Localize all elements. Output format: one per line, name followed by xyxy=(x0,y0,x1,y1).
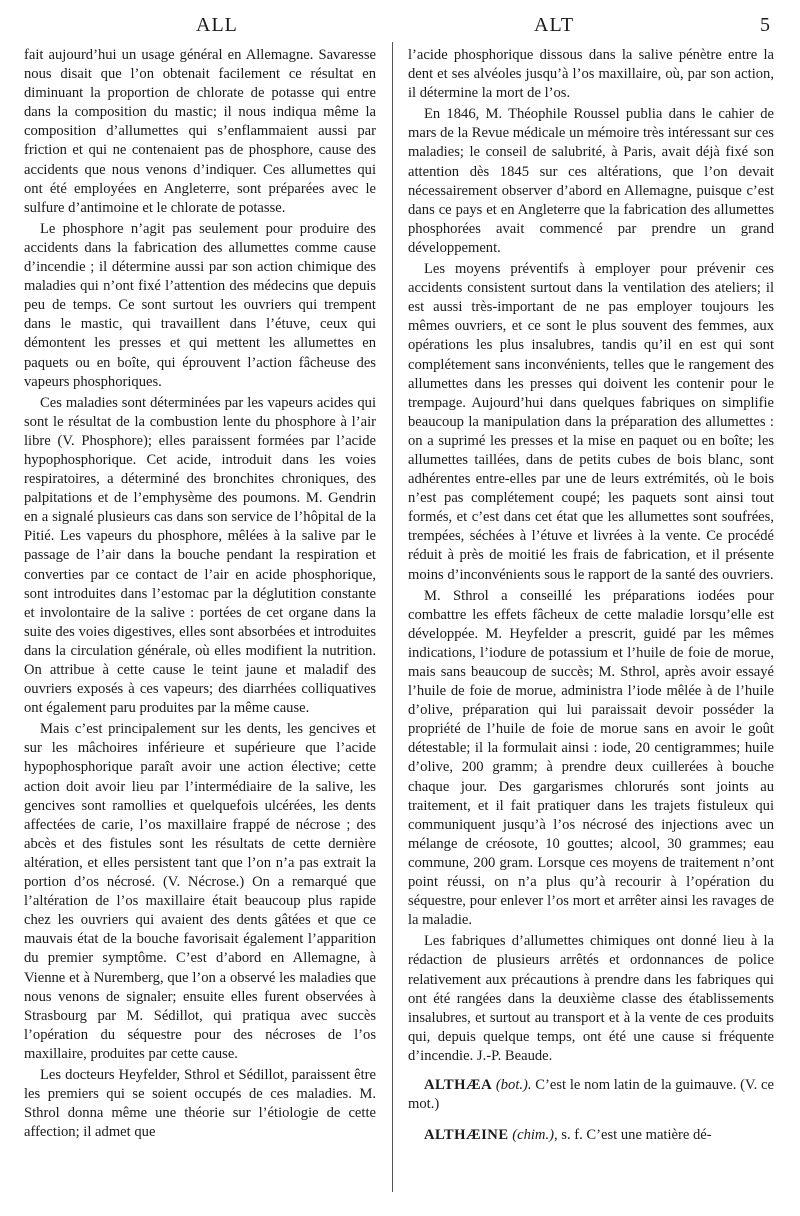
dictionary-entry xyxy=(408,1126,774,1145)
paragraph: Le phosphore n’agit pas seulement pour produire des accidents dans la fabrication des allumettes comme cause d’incendie ; il détermine aussi par son action chimique des maladies qui n’ont fixé l’attention des médecins que depuis peu de temps. Ce sont surtout les ouvriers qui trempent dans le mastic, qui travaillent dans l’étuve, ceux qui démontent les presses et qui mettent les allumettes en paquets ou en boîte, qui éprouvent l’action fâcheuse des vapeurs phosphoriques. xyxy=(24,220,376,390)
author-signature: J.-P. Beaude. xyxy=(476,1047,553,1064)
paragraph: Les docteurs Heyfelder, Sthrol et Sédillot, paraissent être les premiers qui se soient occupés de ces maladies. M. Sthrol donna même une théorie sur l’étiologie de cette affection; il admet que xyxy=(24,1066,376,1141)
paragraph: fait aujourd’hui un usage général en Allemagne. Savaresse nous disait que l’on obtenait facilement ce résultat en diminuant la proportion de chlorate de potasse qui entre dans la composition du mastic; il nous indiqua même la composition d’allumettes qui s’enflammaient aussi par friction et qui ne contenaient pas de phosphore, cause des accidents que nous venons d’indiquer. Ces allumettes qui ont été employées en Angleterre, sont préparées avec le sulfure d’antimoine et le chlorate de potasse. xyxy=(24,47,376,216)
running-header xyxy=(0,14,800,38)
entry-text: C’est le nom latin de la guimauve. (V. ce mot.) xyxy=(408,1076,774,1113)
entry-label: (bot.). xyxy=(495,1076,532,1093)
paragraph: l’acide phosphorique dissous dans la salive pénètre entre la dent et ses alvéoles jusqu’à l’os maxillaire, où, par son action, il détermine la mort de l’os. xyxy=(408,47,774,102)
header-right-word: ALT xyxy=(534,14,575,36)
header-left-word: ALL xyxy=(196,14,238,36)
entry-term: ALTHÆINE xyxy=(424,1127,509,1144)
left-column xyxy=(24,44,376,1142)
paragraph: M. Sthrol a conseillé les préparations iodées pour combattre les effets fâcheux de cette maladie lorsqu’elle est développée. M. Heyfelder a prescrit, guidé par les mêmes indications, l’iodure de potassium et l’huile de foie de morue, mais sans beaucoup de succès; M. Sthrol, après avoir essayé l’huile de foie de morue, administra l’iode mêlée à de l’huile d’olive, préparation qui lui paraissait devoir posséder la propriété de l’huile de foie de morue sans en avoir le goût détestable; il la formulait ainsi : iode, 20 centigrammes; huile d’olive, 200 gramm; à prendre deux cuillerées à bouche chaque jour. Des gargarismes chlorurés sont joints au traitement, et il fait pratiquer dans les trajets fistuleux qui communiquent jusqu’à l’os nécrosé des injections avec un mélange de créosote, 10 gouttes; alcool, 30 grammes; eau commune, 200 gram. Lorsque ces moyens de traitement n’ont point réussi, on n’a plus qu’à recourir à l’opération du séquestre, pour enlever l’os mort et arrêter ainsi les ravages de la maladie. xyxy=(408,587,774,929)
paragraph: Les moyens préventifs à employer pour prévenir ces accidents consistent surtout dans la ventilation des ateliers; il est aussi très-important de ne pas employer toujours les mêmes ouvriers, et ce sont le plus souvent des femmes, aux opérations les plus insalubres, tandis qu’il en est qui sont complétement sans inconvénients, telles que le rangement des allumettes dans les presses qui doivent les contenir pour le trempage. Aujourd’hui dans quelques fabriques on simplifie beaucoup la manipulation dans la préparation des allumettes : on a suprimé les presses et la mise en paquet ou en boîte; les allumettes taillées, dans de petits cubes de bois blanc, sont adhérentes entre-elles par une de leurs extrémités, où le bois n’est pas complétement coupé; les paquets sont ainsi tout formés, et c’est dans cet état que les allumettes sont soufrées, trempées, séchées à l’étuve et livrées à la vente. Ce procédé réduit à près de moitié les frais de fabrication, et il présente moins d’inconvénients sous le rapport de la santé des ouvriers. xyxy=(408,261,774,583)
entry-label: (chim.), xyxy=(512,1127,558,1144)
paragraph-text: Les fabriques d’allumettes chimiques ont donné lieu à la rédaction de plusieurs arrêtés et ordonnances de police relativement aux précautions à prendre dans les fabriques qui ont été rangées dans la deuxième classe des établissements insalubres, et surtout au transport et à la vente de ces produits qui, depuis quelque temps, ont été une cause si fréquente d’incendie. xyxy=(408,933,774,1064)
right-column xyxy=(408,44,774,1145)
paragraph xyxy=(408,932,774,1066)
entry-text: s. f. C’est une matière dé- xyxy=(561,1127,712,1144)
page-number: 5 xyxy=(760,14,771,36)
entry-term: ALTHÆA xyxy=(424,1076,493,1093)
column-divider xyxy=(392,42,393,1192)
paragraph: Ces maladies sont déterminées par les vapeurs acides qui sont le résultat de la combustion lente du phosphore à l’air libre (V. Phosphore); elles paraissent formées par l’acide hypophosphorique. Cet acide, introduit dans les voies respiratoires, a déterminé des bronchites chroniques, des palpitations et de l’emphysème des poumons. M. Gendrin en a signalé plusieurs cas dans son service de l’hôpital de la Pitié. Les vapeurs du phosphore, mêlées à la salive par le passage de l’air dans la bouche pendant la respiration et converties par ce contact de l’air en acide phosphorique, sont introduites dans l’estomac par la déglutition constante et involontaire de la salive : portées de cet organe dans la suite des voies digestives, elles sont absorbées et introduites dans la circulation générale, où elles modifient la nutrition. On attribue à cette cause le teint jaune et maladif des ouvriers exposés à ces vapeurs; des diarrhées colliquatives ont également paru produites par la même cause. xyxy=(24,394,376,717)
dictionary-entry xyxy=(408,1076,774,1114)
paragraph: Mais c’est principalement sur les dents, les gencives et sur les mâchoires inférieure et supérieure que l’acide hypophosphorique paraît avoir une action élective; cette action doit avoir lieu par l’intermédiaire de la salive, les gencives sont ramollies et quelquefois ulcérées, les dents affectées de carie, l’os maxillaire frappé de nécrose ; des abcès et des fistules sont les résultats de cette dernière altération, et elles persistent tant que l’on n’a pas extrait la portion d’os nécrosé. (V. Nécrose.) On a remarqué que l’altération de l’os maxillaire était beaucoup plus rapide chez les ouvriers qui avaient des dents gâtées et que ce mauvais état de la bouche favorisait également l’apparition du premier symptôme. C’est d’abord en Allemagne, à Vienne et à Nuremberg, que l’on a observé les maladies que nous venons de signaler; ensuite elles furent observées à Strasbourg par M. Sédillot, qui pratiqua avec succès l’opération du séquestre pour des nécroses de l’os maxillaire, produites par cette cause. xyxy=(24,721,376,1062)
paragraph: En 1846, M. Théophile Roussel publia dans le cahier de mars de la Revue médicale un mémoire très intéressant sur ces maladies; le conseil de salubrité, à Paris, avait déjà fixé son attention dès 1845 sur ces altérations, que l’on devait nécessairement observer d’abord en Allemagne, puisque c’est dans ce pays et en Angleterre que la fabrication des allumettes phosphorées avait commencé par prendre un grand développement. xyxy=(408,106,774,256)
